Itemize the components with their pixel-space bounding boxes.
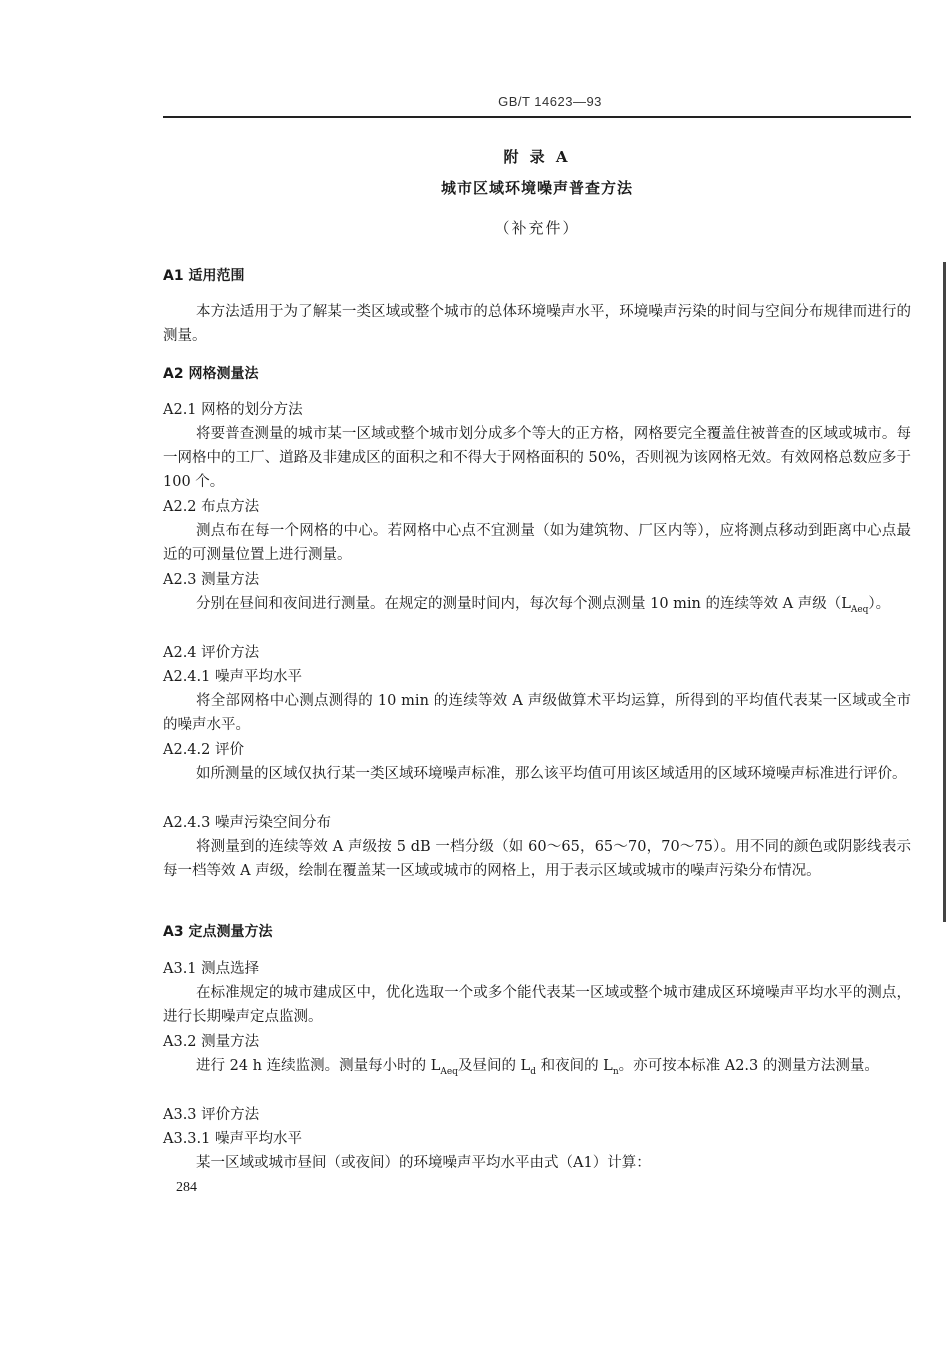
section-a23-title: A2.3 测量方法 <box>163 572 260 588</box>
section-a243-text: 将测量到的连续等效 A 声级按 5 dB 一档分级（如 60～65，65～70，70～75）。用不同的颜色或阴影线表示每一档等效 A 声级，绘制在覆盖某一区域或城市的网格上，用于表示区域或城市的噪声污染分布情况。 <box>163 839 911 879</box>
header-rule <box>163 116 911 118</box>
section-a21-text: 将要普查测量的城市某一区域或整个城市划分成多个等大的正方格，网格要完全覆盖住被普查的区域或城市。每一网格中的工厂、道路及非建成区的面积之和不得大于网格面积的 50%，否则视为该网格无效。有效网格总数应多于 100 个。 <box>163 426 911 490</box>
a32-text-part: 及昼间的 L <box>457 1058 531 1074</box>
section-a24-title: A2.4 评价方法 <box>163 645 260 661</box>
section-a331-title: A3.3.1 噪声平均水平 <box>163 1131 302 1147</box>
scan-edge-line <box>943 262 946 922</box>
a32-text-part: 和夜间的 L <box>535 1058 613 1074</box>
section-a32-text <box>163 1054 911 1084</box>
section-a3-title: A3 定点测量方法 <box>163 924 273 940</box>
section-a241-title: A2.4.1 噪声平均水平 <box>163 669 302 685</box>
section-a2-title: A2 网格测量法 <box>163 366 259 382</box>
a32-subscript: Aeq <box>440 1066 458 1077</box>
a32-subscript: d <box>530 1066 536 1077</box>
standard-code: GB/T 14623—93 <box>498 94 602 109</box>
section-a241-text: 将全部网格中心测点测得的 10 min 的连续等效 A 声级做算术平均运算，所得到的平均值代表某一区域或全市的噪声水平。 <box>163 693 911 733</box>
a32-text-part: 进行 24 h 连续监测。测量每小时的 L <box>196 1058 441 1074</box>
a32-subscript: n <box>612 1066 619 1077</box>
page-number: 284 <box>176 1180 197 1195</box>
section-a22-title: A2.2 布点方法 <box>163 499 260 515</box>
section-a32-title: A3.2 测量方法 <box>163 1034 260 1050</box>
section-a1-title: A1 适用范围 <box>163 268 245 284</box>
section-a21-title: A2.1 网格的划分方法 <box>163 402 303 418</box>
appendix-title: 城市区域环境噪声普查方法 <box>440 179 633 197</box>
section-a242-text: 如所测量的区域仅执行某一类区域环境噪声标准，那么该平均值可用该区域适用的区域环境噪声标准进行评价。 <box>196 766 907 782</box>
appendix-subtitle: （补充件） <box>494 219 580 237</box>
section-a22-text: 测点布在每一个网格的中心。若网格中心点不宜测量（如为建筑物、厂区内等），应将测点移动到距离中心点最近的可测量位置上进行测量。 <box>163 523 911 563</box>
section-a31-text: 在标准规定的城市建成区中，优化选取一个或多个能代表某一区域或整个城市建成区环境噪声平均水平的测点，进行长期噪声定点监测。 <box>163 985 911 1025</box>
a23-text-part: 分别在昼间和夜间进行测量。在规定的测量时间内，每次每个测点测量 10 min 的连续等效 A 声级（L <box>196 596 851 612</box>
section-a242-title: A2.4.2 评价 <box>163 742 244 758</box>
section-a31-title: A3.1 测点选择 <box>163 961 260 977</box>
section-a331-text: 某一区域或城市昼间（或夜间）的环境噪声平均水平由式（A1）计算： <box>196 1155 651 1171</box>
section-a33-title: A3.3 评价方法 <box>163 1107 260 1123</box>
section-a243-title: A2.4.3 噪声污染空间分布 <box>163 815 331 831</box>
a32-text-part: 。亦可按本标准 A2.3 的测量方法测量。 <box>618 1058 879 1074</box>
a23-subscript: Aeq <box>850 604 869 615</box>
appendix-label: 附 录 A <box>503 148 571 166</box>
section-a23-text <box>163 592 911 622</box>
a23-text-part: ）。 <box>868 596 891 612</box>
section-a1-text: 本方法适用于为了解某一类区域或整个城市的总体环境噪声水平，环境噪声污染的时间与空间分布规律而进行的测量。 <box>163 304 911 344</box>
